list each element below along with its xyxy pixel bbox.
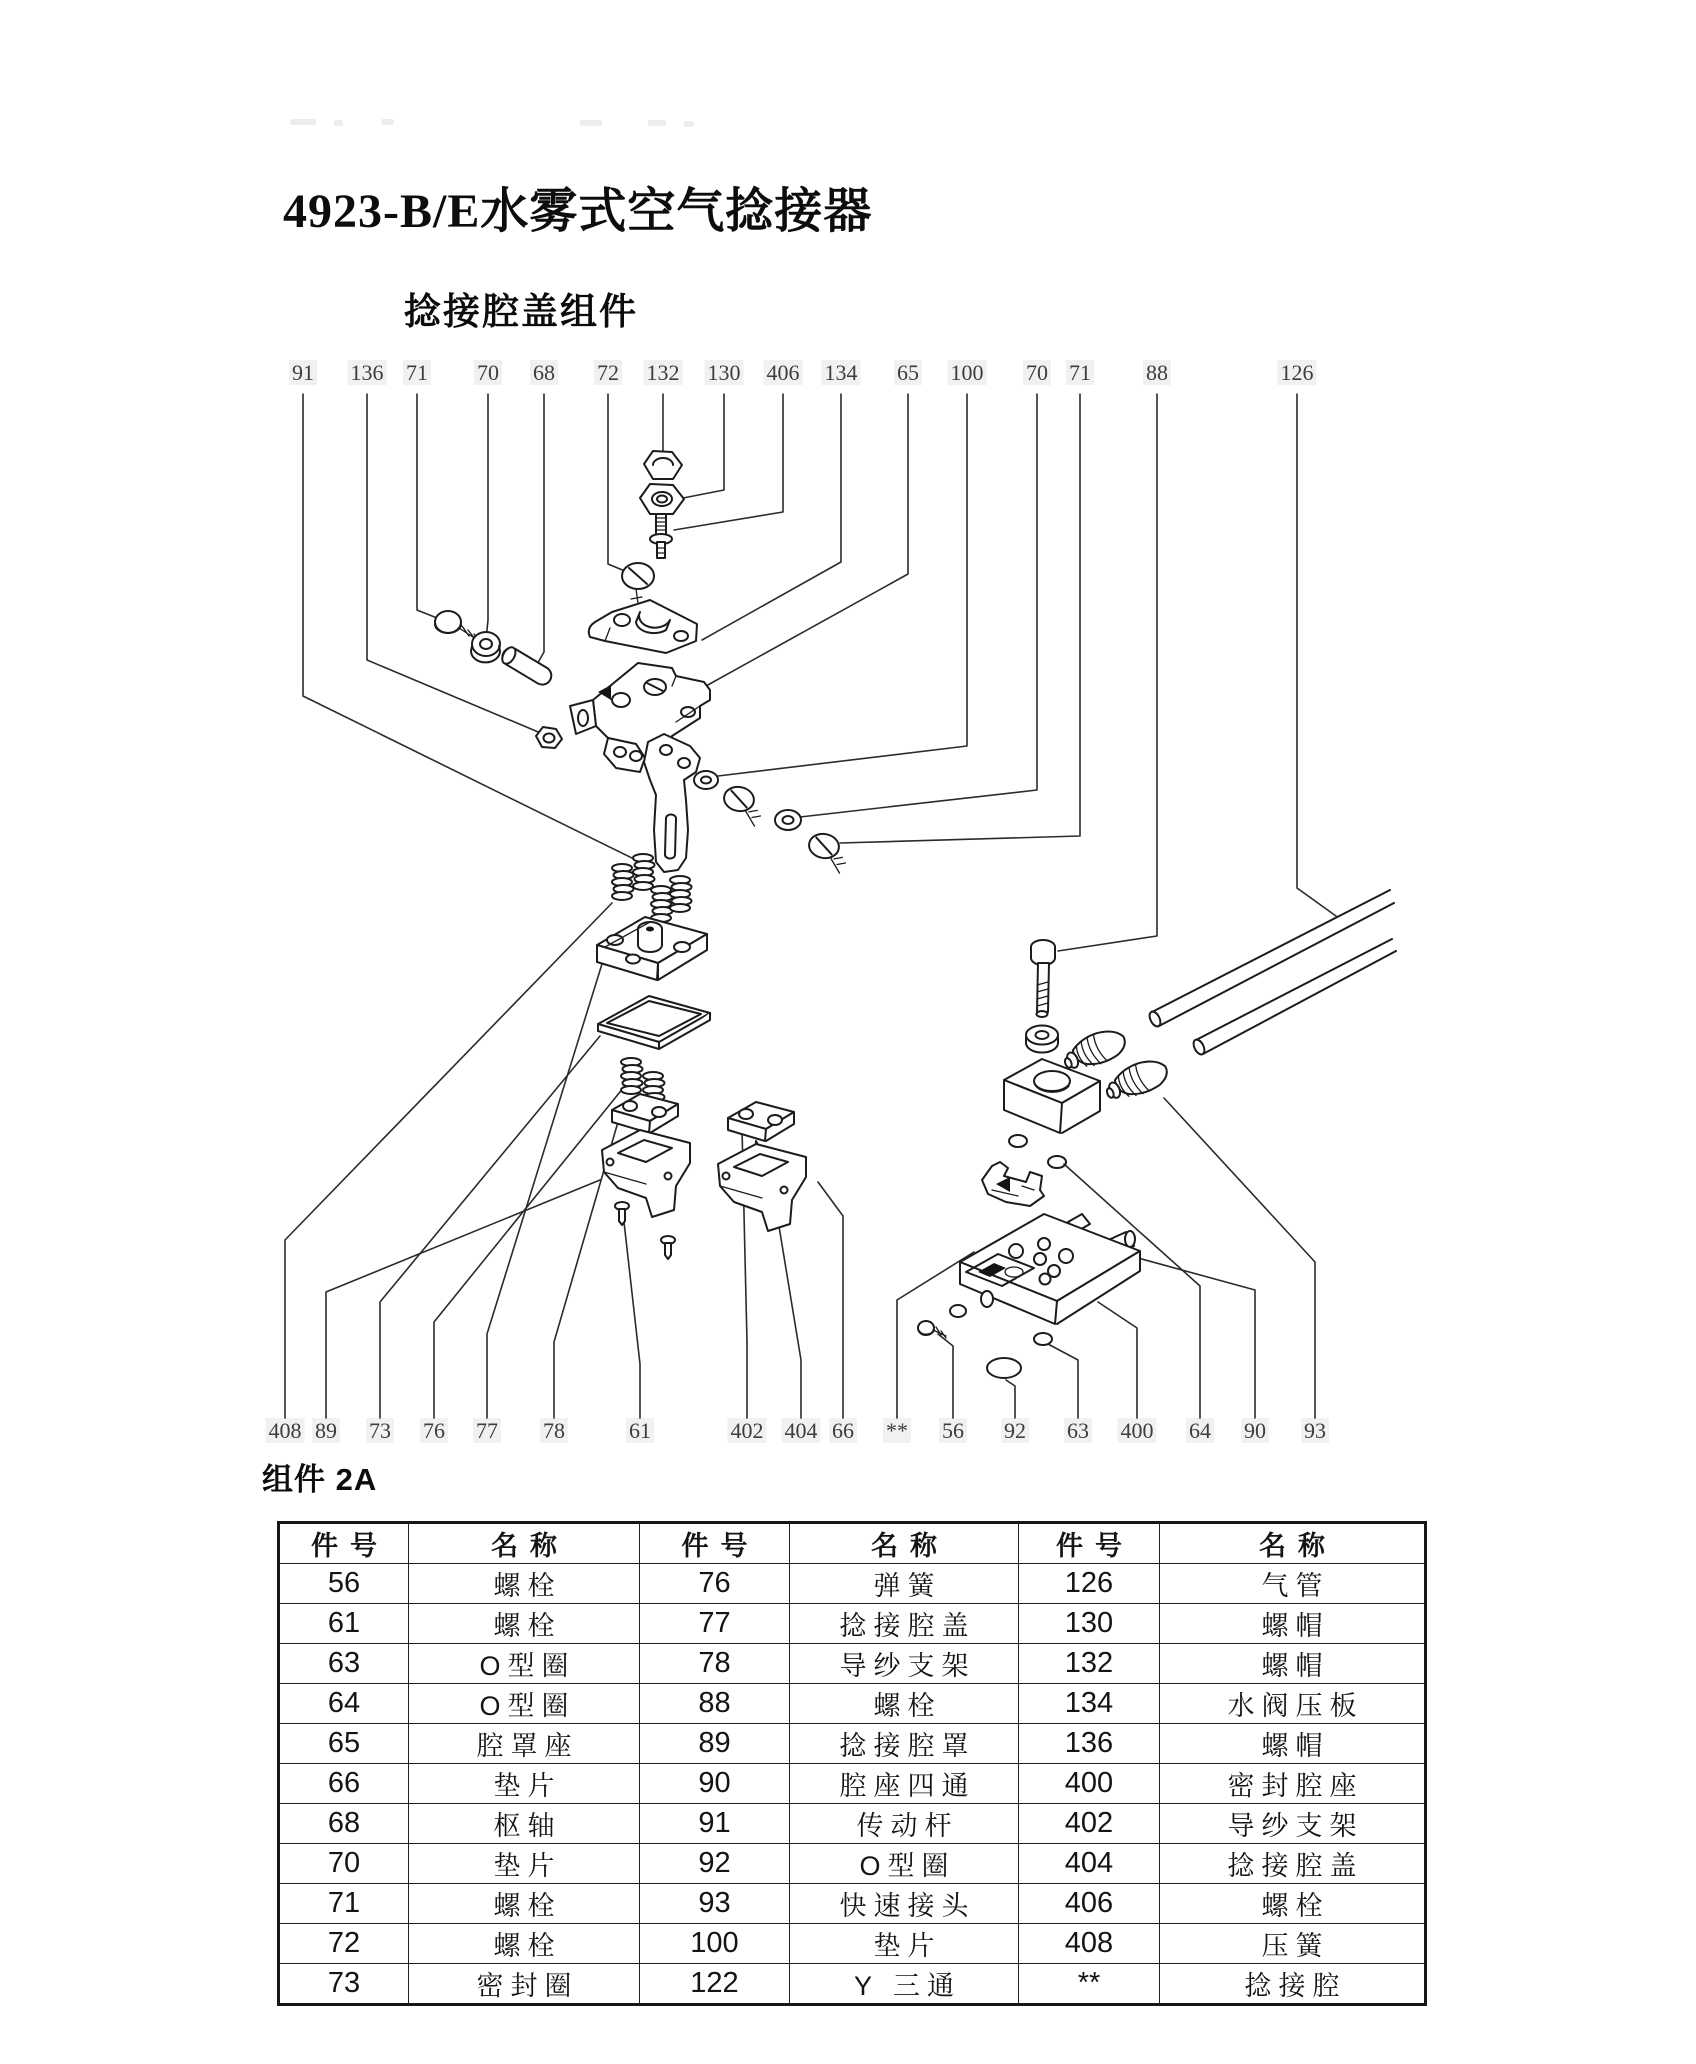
part-name-cell: 密封圈 xyxy=(409,1964,640,2005)
part-number-label: 63 xyxy=(1064,1418,1092,1443)
part-number-label: 64 xyxy=(1186,1418,1214,1443)
part-number-cell: 89 xyxy=(640,1724,790,1764)
part-number-label: 136 xyxy=(348,360,387,385)
part-pivot-pin-68 xyxy=(499,645,555,688)
column-header: 名称 xyxy=(790,1523,1019,1564)
part-number-cell: 400 xyxy=(1019,1764,1160,1804)
part-o-ring-63b xyxy=(1034,1333,1052,1345)
part-name-cell: 螺栓 xyxy=(1160,1884,1426,1924)
table-row xyxy=(279,1684,1426,1724)
part-washer-70 xyxy=(471,632,500,662)
table-row xyxy=(279,1964,1426,2005)
part-o-rings-64 xyxy=(1009,1135,1066,1168)
part-number-label: 70 xyxy=(474,360,502,385)
part-number-label: 70 xyxy=(1023,360,1051,385)
part-number-label: 56 xyxy=(939,1418,967,1443)
part-number-label: 90 xyxy=(1241,1418,1269,1443)
part-hex-nut-130 xyxy=(640,484,684,514)
column-header: 件号 xyxy=(1019,1523,1160,1564)
part-name-cell: Y 三通 xyxy=(790,1964,1019,2005)
part-nut-136 xyxy=(536,727,562,748)
part-number-label: ** xyxy=(883,1418,911,1443)
part-number-cell: 70 xyxy=(279,1844,409,1884)
part-number-cell: 64 xyxy=(279,1684,409,1724)
part-number-cell: 66 xyxy=(279,1764,409,1804)
diagram-top-labels xyxy=(0,360,1696,390)
part-washer-70b xyxy=(694,771,718,789)
part-name-cell: O型圈 xyxy=(790,1844,1019,1884)
column-header: 名称 xyxy=(409,1523,640,1564)
table-row xyxy=(279,1884,1426,1924)
part-yarn-guide-78 xyxy=(612,1094,678,1133)
part-number-label: 91 xyxy=(289,360,317,385)
part-number-label: 134 xyxy=(822,360,861,385)
part-number-cell: 408 xyxy=(1019,1924,1160,1964)
part-number-label: 400 xyxy=(1118,1418,1157,1443)
part-number-cell: 88 xyxy=(640,1684,790,1724)
part-name-cell: 捻接腔盖 xyxy=(790,1604,1019,1644)
part-number-cell: 402 xyxy=(1019,1804,1160,1844)
part-valve-plate-134 xyxy=(589,600,697,653)
part-name-cell: 捻接腔盖 xyxy=(1160,1844,1426,1884)
part-name-cell: 水阀压板 xyxy=(1160,1684,1426,1724)
table-row xyxy=(279,1764,1426,1804)
part-number-cell: 122 xyxy=(640,1964,790,2005)
part-number-cell: 132 xyxy=(1019,1644,1160,1684)
part-number-label: 88 xyxy=(1143,360,1171,385)
part-name-cell: 垫片 xyxy=(790,1924,1019,1964)
part-name-cell: 螺帽 xyxy=(1160,1604,1426,1644)
part-splice-chamber-cover-77 xyxy=(597,917,707,980)
column-header: 件号 xyxy=(640,1523,790,1564)
part-name-cell: 快速接头 xyxy=(790,1884,1019,1924)
part-number-label: 406 xyxy=(764,360,803,385)
part-o-ring-63a xyxy=(950,1305,966,1317)
part-o-ring-92 xyxy=(987,1358,1021,1378)
part-number-cell: 90 xyxy=(640,1764,790,1804)
part-name-cell: 导纱支架 xyxy=(790,1644,1019,1684)
part-threaded-stud-406 xyxy=(650,514,672,558)
part-name-cell: 垫片 xyxy=(409,1844,640,1884)
part-number-cell: 78 xyxy=(640,1644,790,1684)
part-number-label: 76 xyxy=(420,1418,448,1443)
part-number-label: 78 xyxy=(540,1418,568,1443)
part-name-cell: 螺栓 xyxy=(409,1924,640,1964)
table-row xyxy=(279,1564,1426,1604)
part-number-cell: 136 xyxy=(1019,1724,1160,1764)
part-number-cell: 76 xyxy=(640,1564,790,1604)
part-name-cell: 螺帽 xyxy=(1160,1644,1426,1684)
part-washer-70c xyxy=(775,810,801,830)
part-number-cell: 65 xyxy=(279,1724,409,1764)
part-name-cell: 传动杆 xyxy=(790,1804,1019,1844)
parts-table-header-row xyxy=(279,1523,1426,1564)
part-splice-chamber-cover-404 xyxy=(718,1144,806,1231)
part-number-label: 65 xyxy=(894,360,922,385)
part-name-cell: 垫片 xyxy=(409,1764,640,1804)
part-name-cell: 螺栓 xyxy=(409,1884,640,1924)
part-name-cell: 枢轴 xyxy=(409,1804,640,1844)
part-number-label: 66 xyxy=(829,1418,857,1443)
part-number-cell: 93 xyxy=(640,1884,790,1924)
part-number-cell: 72 xyxy=(279,1924,409,1964)
part-drive-rod-91 xyxy=(644,734,700,872)
part-number-cell: 92 xyxy=(640,1844,790,1884)
part-valve-clip xyxy=(982,1162,1044,1206)
part-quick-coupling-93b xyxy=(1101,1054,1172,1106)
part-number-label: 126 xyxy=(1278,360,1317,385)
part-name-cell: O型圈 xyxy=(409,1684,640,1724)
parts-table-body xyxy=(279,1564,1426,2005)
part-washer-100 xyxy=(1026,1026,1058,1053)
part-name-cell: 压簧 xyxy=(1160,1924,1426,1964)
part-number-cell: 73 xyxy=(279,1964,409,2005)
part-number-label: 77 xyxy=(473,1418,501,1443)
part-number-cell: 91 xyxy=(640,1804,790,1844)
part-number-label: 73 xyxy=(366,1418,394,1443)
part-number-label: 404 xyxy=(782,1418,821,1443)
part-number-cell: 100 xyxy=(640,1924,790,1964)
part-number-cell: 130 xyxy=(1019,1604,1160,1644)
part-number-label: 402 xyxy=(728,1418,767,1443)
part-number-cell: 68 xyxy=(279,1804,409,1844)
part-name-cell: 气管 xyxy=(1160,1564,1426,1604)
part-number-label: 92 xyxy=(1001,1418,1029,1443)
diagram-bottom-labels xyxy=(0,1418,1696,1448)
part-air-tubes-126 xyxy=(1147,890,1396,1056)
leader-lines xyxy=(285,394,1336,1418)
assembly-section-label: 组件 2A xyxy=(262,1462,378,1497)
part-number-label: 93 xyxy=(1301,1418,1329,1443)
table-row xyxy=(279,1924,1426,1964)
part-number-cell: 406 xyxy=(1019,1884,1160,1924)
part-number-label: 68 xyxy=(530,360,558,385)
part-bolt-88 xyxy=(1031,940,1055,1017)
table-row xyxy=(279,1804,1426,1844)
part-name-cell: 捻接腔 xyxy=(1160,1964,1426,2005)
part-number-label: 130 xyxy=(705,360,744,385)
part-name-cell: O型圈 xyxy=(409,1644,640,1684)
part-name-cell: 螺栓 xyxy=(790,1684,1019,1724)
part-number-cell: 61 xyxy=(279,1604,409,1644)
part-number-label: 71 xyxy=(403,360,431,385)
part-name-cell: 导纱支架 xyxy=(1160,1804,1426,1844)
part-number-label: 132 xyxy=(644,360,683,385)
part-name-cell: 腔座四通 xyxy=(790,1764,1019,1804)
part-name-cell: 螺栓 xyxy=(409,1564,640,1604)
column-header: 件号 xyxy=(279,1523,409,1564)
part-number-label: 89 xyxy=(312,1418,340,1443)
part-number-cell: ** xyxy=(1019,1964,1160,2005)
part-number-label: 408 xyxy=(266,1418,305,1443)
part-number-cell: 404 xyxy=(1019,1844,1160,1884)
part-screw-56 xyxy=(918,1321,946,1338)
page-title: 4923-B/E水雾式空气捻接器 xyxy=(283,185,873,238)
part-number-label: 72 xyxy=(594,360,622,385)
part-name-cell: 螺栓 xyxy=(409,1604,640,1644)
part-name-cell: 弹簧 xyxy=(790,1564,1019,1604)
assembly-subtitle: 捻接腔盖组件 xyxy=(404,291,638,332)
part-quick-coupling-93a xyxy=(1059,1024,1130,1076)
column-header: 名称 xyxy=(1160,1523,1426,1564)
part-number-cell: 63 xyxy=(279,1644,409,1684)
part-seal-gasket-73 xyxy=(598,996,710,1049)
part-cap-nut-132 xyxy=(644,451,682,479)
part-number-label: 71 xyxy=(1066,360,1094,385)
table-row xyxy=(279,1604,1426,1644)
part-number-cell: 56 xyxy=(279,1564,409,1604)
table-row xyxy=(279,1644,1426,1684)
part-name-cell: 螺帽 xyxy=(1160,1724,1426,1764)
part-screw-71c xyxy=(805,832,850,874)
part-name-cell: 腔罩座 xyxy=(409,1724,640,1764)
parts-table xyxy=(277,1521,1427,2006)
part-number-label: 61 xyxy=(626,1418,654,1443)
table-row xyxy=(279,1724,1426,1764)
part-number-cell: 134 xyxy=(1019,1684,1160,1724)
part-number-cell: 77 xyxy=(640,1604,790,1644)
part-name-cell: 密封腔座 xyxy=(1160,1764,1426,1804)
part-screw-71b xyxy=(720,785,765,827)
part-number-cell: 126 xyxy=(1019,1564,1160,1604)
part-number-cell: 71 xyxy=(279,1884,409,1924)
part-sealed-chamber-seat-400 xyxy=(960,1214,1140,1324)
table-row xyxy=(279,1844,1426,1884)
part-name-cell: 捻接腔罩 xyxy=(790,1724,1019,1764)
part-number-label: 100 xyxy=(948,360,987,385)
part-valve-block xyxy=(1004,1059,1100,1133)
